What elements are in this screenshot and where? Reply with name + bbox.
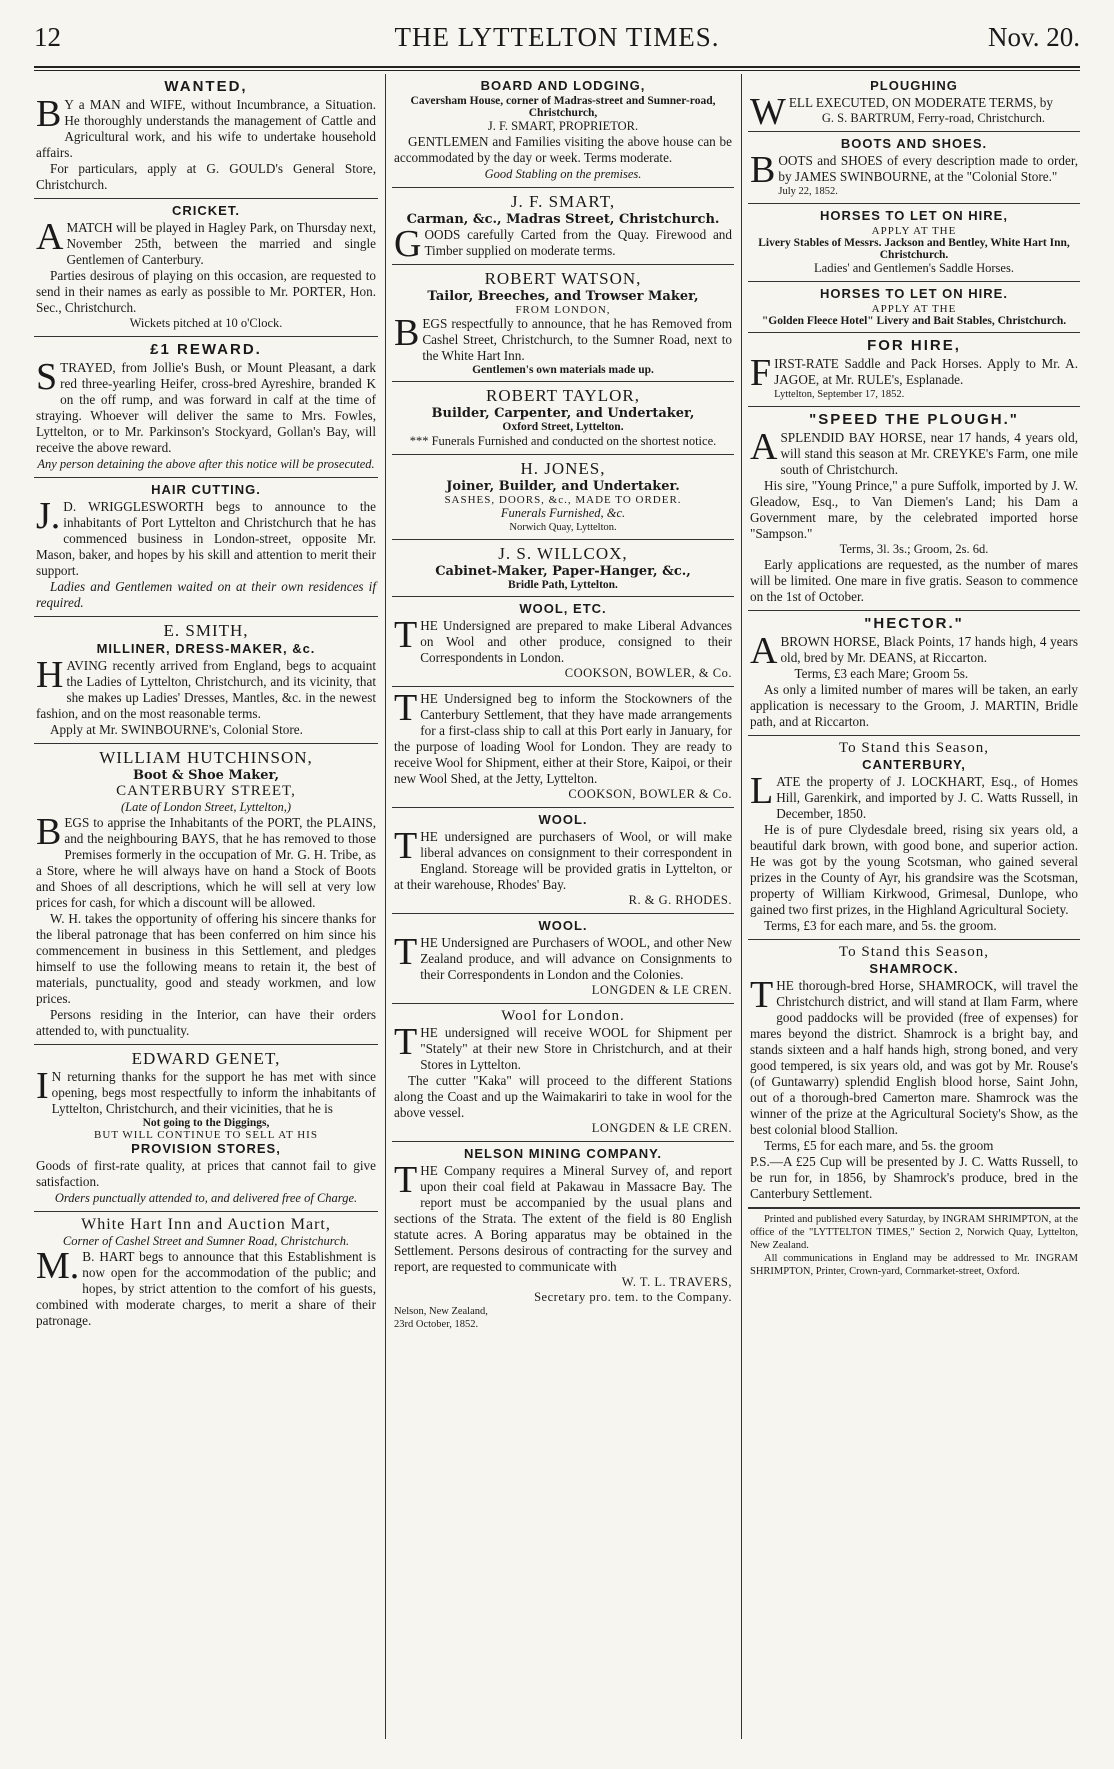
ad-heading: "HECTOR." xyxy=(864,615,964,632)
ad-body: As only a limited number of mares will be taken, an early application is necessary to the Groom, J. MARTIN, Bridle path, and at Riccarton. xyxy=(750,682,1078,729)
ad-body: "Golden Fleece Hotel" Livery and Bait Stables, Christchurch. xyxy=(761,315,1067,327)
ad-wool-cookson-ship xyxy=(392,687,734,808)
ad-heading: BOARD AND LODGING, xyxy=(480,78,646,93)
ad-body: THE undersigned will receive WOOL for Shipment per "Stately" at their new Store in Christchurch, and at their Stores in Lyttelton. xyxy=(394,1021,732,1072)
ad-terms: Terms, £5 for each mare, and 5s. the groom xyxy=(764,1138,994,1153)
ad-name: ROBERT WATSON, xyxy=(484,269,642,288)
ad-signature: LONGDEN & LE CREN. xyxy=(591,983,732,997)
ad-body: He is of pure Clydesdale breed, rising six years old, a beautiful dark brown, with good bone, and superior action. He was got by the young Scotsman, who gained several prizes in the County of Ayr, his grandsire was the Scotsman, property of William Kirkwood, Grimesal, Dunlope, who gained two first prizes, in the Highland Agricultural Society. xyxy=(750,822,1078,917)
ad-body: For particulars, apply at G. GOULD's General Store, Christchurch. xyxy=(36,161,376,192)
ad-note: Ladies and Gentlemen waited on at their own residences if required. xyxy=(36,579,376,610)
ad-address: Caversham House, corner of Madras-street and Sumner-road, Christchurch, xyxy=(410,95,716,119)
ad-heading: To Stand this Season, xyxy=(839,740,989,756)
ad-name: EDWARD GENET, xyxy=(131,1049,281,1068)
ad-trade: Cabinet-Maker, Paper-Hanger, &c., xyxy=(435,564,691,579)
ad-jones xyxy=(392,455,734,540)
ad-willcox xyxy=(392,540,734,597)
ad-shamrock xyxy=(748,940,1080,1208)
ad-body: THE thorough-bred Horse, SHAMROCK, will travel the Christchurch district, and will stand at Ilam Farm, where good paddocks will be provided (free of expenses) for mares beyond the district. Shamrock is a bright bay, and stands sixteen and a half hands high, strong boned, and very good tempered, is six years old, and was got by Mr. Rouse's (of Guntawarry) splendid English blood horse, Saint John, out of a thorough-bred Camerton mare. Shamrock was the winner of the prize at the Agricultural Society's Show, as the best colonial blood Stallion. xyxy=(750,974,1078,1137)
ad-trade: MILLINER, DRESS-MAKER, &c. xyxy=(96,641,316,656)
ad-note: Good Stabling on the premises. xyxy=(484,167,642,181)
ad-body: G. S. BARTRUM, Ferry-road, Christchurch. xyxy=(821,111,1046,125)
ad-heading: FOR HIRE, xyxy=(867,337,961,354)
ad-heading: WOOL. xyxy=(538,812,588,827)
ad-for-hire xyxy=(748,333,1080,407)
ad-line: Not going to the Diggings, xyxy=(142,1117,270,1129)
ad-heading: WOOL. xyxy=(538,918,588,933)
column-divider xyxy=(741,74,742,1739)
ad-body: GENTLEMEN and Families visiting the above house can be accommodated by the day or week. Terms moderate. xyxy=(394,134,732,165)
ad-name: J. S. WILLCOX, xyxy=(498,544,628,563)
ad-body: WELL EXECUTED, ON MODERATE TERMS, by xyxy=(750,91,1053,133)
ad-line: PROVISION STORES, xyxy=(131,1141,281,1156)
ad-body: STRAYED, from Jollie's Bush, or Mount Pleasant, a dark red three-yearling Heifer, cross-bred Ayreshire, branded K on the off rump, and was forward in calf at the time of straying. Whoever will deliver the same to Mrs. Fowles, Lyttelton, or to Mr. Parkinson's Stockyard, Gollan's Bay, will receive the above reward. xyxy=(36,356,376,455)
ad-sub: APPLY AT THE xyxy=(871,225,957,237)
ad-name: H. JONES, xyxy=(520,459,606,478)
ad-smith xyxy=(34,617,378,744)
ad-signature: R. & G. RHODES. xyxy=(628,893,732,907)
ad-signature: Secretary pro. tem. to the Company. xyxy=(534,1290,732,1304)
ad-canterbury-horse xyxy=(748,736,1080,940)
ad-sub: SHAMROCK. xyxy=(869,961,959,976)
ad-body: THE Undersigned are prepared to make Liberal Advances on Wool and other produce, consigned to their Correspondents in London. xyxy=(394,614,732,665)
ad-trade: Tailor, Breeches, and Trowser Maker, xyxy=(427,289,699,304)
ad-body: THE Undersigned are Purchasers of WOOL, and other New Zealand produce, and will advance on Consignments to their Correspondents in London and the Colonies. xyxy=(394,931,732,982)
ad-body: Apply at Mr. SWINBOURNE's, Colonial Store. xyxy=(50,722,303,737)
ad-note: (Late of London Street, Lyttelton,) xyxy=(121,800,291,814)
ad-body: The cutter "Kaka" will proceed to the different Stations along the Coast and up the Waimakariri to take in wool for the above vessel. xyxy=(394,1073,732,1120)
column-divider xyxy=(385,74,386,1739)
ad-heading: Wool for London. xyxy=(501,1008,625,1024)
ad-body: Parties desirous of playing on this occasion, are requested to send in their names as early as possible to Mr. PORTER, Hon. Sec., Christchurch. xyxy=(36,268,376,315)
ad-signature: LONGDEN & LE CREN. xyxy=(591,1121,732,1135)
ad-body: ASPLENDID BAY HORSE, near 17 hands, 4 years old, will stand this season at Mr. CREYKE's Farm, one mile south of Christchurch. xyxy=(750,426,1078,477)
column-2 xyxy=(392,74,734,1739)
ad-body: AMATCH will be played in Hagley Park, on Thursday next, November 25th, between the married and single Gentlemen of Canterbury. xyxy=(36,216,376,267)
page-number: 12 xyxy=(34,22,61,52)
imprint-text: Printed and published every Saturday, by INGRAM SHRIMPTON, at the office of the "LYTTELTON TIMES," Section 2, Norwich Quay, Lyttelton, New Zealand. xyxy=(750,1214,1078,1251)
ad-taylor xyxy=(392,382,734,455)
ad-white-hart xyxy=(34,1212,378,1334)
ad-proprietor: J. F. SMART, PROPRIETOR. xyxy=(487,119,639,133)
ad-sub: FROM LONDON, xyxy=(515,304,611,316)
ad-wool-rhodes xyxy=(392,808,734,914)
ad-body: Early applications are requested, as the number of mares will be limited. One mare in five gratis. Season to commence on the 1st of October. xyxy=(750,557,1078,604)
ad-address: Oxford Street, Lyttelton. xyxy=(502,421,624,433)
ad-terms: Terms, 3l. 3s.; Groom, 2s. 6d. xyxy=(839,542,989,556)
ad-genet xyxy=(34,1045,378,1212)
ad-horses-jackson xyxy=(748,204,1080,282)
masthead-rule xyxy=(34,66,1080,71)
ad-address: Corner of Cashel Street and Sumner Road, Christchurch. xyxy=(62,1234,350,1248)
ad-body: FIRST-RATE Saddle and Pack Horses. Apply to Mr. A. JAGOE, at Mr. RULE's, Esplanade. xyxy=(750,352,1078,394)
ad-trade: Carman, &c., Madras Street, Christchurch. xyxy=(406,212,720,227)
newspaper-title: THE LYTTELTON TIMES. xyxy=(394,22,720,52)
ad-sub: CANTERBURY, xyxy=(862,757,966,772)
ad-heading: WOOL, ETC. xyxy=(519,601,607,616)
ad-reward xyxy=(34,337,378,478)
ad-trade: Boot & Shoe Maker, xyxy=(133,768,279,783)
ad-heading: £1 REWARD. xyxy=(150,341,262,358)
ad-hector xyxy=(748,611,1080,736)
ad-signature: W. T. L. TRAVERS, xyxy=(621,1275,732,1289)
ad-date: 23rd October, 1852. xyxy=(394,1319,479,1330)
ad-heading: CRICKET. xyxy=(172,203,240,218)
ad-heading: WANTED, xyxy=(164,78,248,95)
column-1 xyxy=(34,74,378,1739)
column-3 xyxy=(748,74,1080,1739)
ad-nelson-mining xyxy=(392,1142,734,1336)
ad-name: WILLIAM HUTCHINSON, xyxy=(99,748,313,767)
ad-smart xyxy=(392,188,734,265)
ad-board-lodging xyxy=(392,74,734,188)
imprint-text: All communications in England may be addressed to Mr. INGRAM SHRIMPTON, Printer, Crown-yard, Cornmarket-street, Oxford. xyxy=(750,1253,1078,1277)
ad-body: LATE the property of J. LOCKHART, Esq., of Homes Hill, Garenkirk, and imported by J. C. Watts Russell, in December, 1850. xyxy=(750,770,1078,821)
ad-body: BOOTS and SHOES of every description made to order, by JAMES SWINBOURNE, at the "Colonial Store." xyxy=(750,149,1078,191)
ad-body: IN returning thanks for the support he has met with since opening, begs most respectfully to inform the inhabitants of Lyttelton, Christchurch, and their vicinities, that he is xyxy=(36,1065,376,1116)
ad-wanted xyxy=(34,74,378,199)
ad-address: Norwich Quay, Lyttelton. xyxy=(509,522,617,533)
ad-signature: COOKSON, BOWLER & Co. xyxy=(568,787,732,801)
ad-heading: HORSES TO LET ON HIRE, xyxy=(820,208,1008,223)
ad-body: M.B. HART begs to announce that this Establishment is now open for the accommodation of the public; and hopes, by strict attention to the comfort of his guests, combined with moderate charges, to merit a share of their patronage. xyxy=(36,1245,376,1328)
ad-watson xyxy=(392,265,734,382)
ad-note: Wickets pitched at 10 o'Clock. xyxy=(129,316,283,330)
ad-body: BEGS to apprise the Inhabitants of the PORT, the PLAINS, and the neighbouring BAYS, that he has removed to those Premises formerly in the occupation of Mr. G. H. Tribe, as a Store, where he will always have on hand a Stock of Boots and Shoes of all descriptions, which he will sell at very low prices for cash, for which a discount will be allowed. xyxy=(36,811,376,910)
ad-body: Goods of first-rate quality, at prices that cannot fail to give satisfaction. xyxy=(36,1158,376,1189)
ad-body: Ladies' and Gentlemen's Saddle Horses. xyxy=(814,261,1014,275)
ad-heading: "SPEED THE PLOUGH." xyxy=(809,411,1019,428)
ad-note: Any person detaining the above after this notice will be prosecuted. xyxy=(37,457,375,471)
ad-note: Gentlemen's own materials made up. xyxy=(472,364,654,376)
ad-wool-longden xyxy=(392,914,734,1004)
ad-signature: COOKSON, BOWLER, & Co. xyxy=(564,666,732,680)
ad-heading: HAIR CUTTING. xyxy=(151,482,261,497)
ad-address: Bridle Path, Lyttelton. xyxy=(508,579,618,591)
ad-horses-golden-fleece xyxy=(748,282,1080,333)
ad-heading: NELSON MINING COMPANY. xyxy=(464,1146,662,1161)
ad-body: BY a MAN and WIFE, without Incumbrance, a Situation. He thoroughly understands the management of Cattle and Agricultural work, and his wife to undertake household affairs. xyxy=(36,93,376,160)
ad-body: GOODS carefully Carted from the Quay. Firewood and Timber supplied on moderate terms. xyxy=(394,223,732,265)
ad-line: BUT WILL CONTINUE TO SELL AT HIS xyxy=(94,1129,318,1141)
ad-note: Orders punctually attended to, and delivered free of Charge. xyxy=(54,1191,358,1205)
ad-sub: SASHES, DOORS, &c., MADE TO ORDER. xyxy=(444,494,682,506)
ad-heading: HORSES TO LET ON HIRE. xyxy=(820,286,1008,301)
ad-body: J.D. WRIGGLESWORTH begs to announce to the inhabitants of Port Lyttelton and Christchurch that he has commenced business in London-street, opposite Mr. Mason, baker, and hopes by his skill and attention to merit their support. xyxy=(36,495,376,578)
ad-body: Livery Stables of Messrs. Jackson and Bentley, White Hart Inn, Christchurch. xyxy=(758,237,1070,261)
ad-note: Funerals Furnished, &c. xyxy=(500,506,626,520)
ad-heading: BOOTS AND SHOES. xyxy=(840,136,988,151)
ad-date: July 22, 1852. xyxy=(778,186,838,197)
ad-sub: APPLY AT THE xyxy=(871,303,957,315)
ad-name: E. SMITH, xyxy=(163,621,249,640)
ad-body: THE Undersigned beg to inform the Stockowners of the Canterbury Settlement, that they have made arrangements for a first-class ship to call at this Port early in January, for the purpose of loading Wool for London. They are ready to receive Wool for Shipment, either at their Store, Kaipoi, or their new Wool Shed, at the Jetty, Lyttelton. xyxy=(394,687,732,786)
ad-boots-shoes xyxy=(748,132,1080,204)
ad-postscript: P.S.—A £25 Cup will be presented by J. C. Watts Russell, to be run for, in 1856, by Shamrock's produce, bred in the Canterbury Settlement. xyxy=(750,1154,1078,1201)
ad-name: White Hart Inn and Auction Mart, xyxy=(81,1216,331,1233)
ad-name: J. F. SMART, xyxy=(510,192,616,211)
ad-wool-cookson xyxy=(392,597,734,687)
ad-terms: Terms, £3 for each mare, and 5s. the groom. xyxy=(764,918,997,933)
imprint xyxy=(748,1208,1080,1283)
ad-date: Lyttelton, September 17, 1852. xyxy=(774,389,905,400)
ad-trade: Joiner, Builder, and Undertaker. xyxy=(446,479,680,494)
ad-body: His sire, "Young Prince," a pure Suffolk, imported by J. W. Gleadow, Esq., to Van Diemen's Land; his Dam a Government mare, by the celebrated imported horse "Sampson." xyxy=(750,478,1078,541)
ad-hutchinson xyxy=(34,744,378,1045)
ad-wool-for-london xyxy=(392,1004,734,1142)
ad-body: ABROWN HORSE, Black Points, 17 hands high, 4 years old, bred by Mr. DEANS, at Riccarton. xyxy=(750,630,1078,672)
ad-body: HAVING recently arrived from England, begs to acquaint the Ladies of Lyttelton, Christchurch, and its vicinity, that she makes up Ladies' Dresses, Mantles, &c. in the newest fashion, and on the most reasonable terms. xyxy=(36,654,376,721)
masthead xyxy=(34,22,1080,66)
ad-body: THE undersigned are purchasers of Wool, or will make liberal advances on consignment to their correspondent in England. Storeage will be provided gratis in Lyttelton, or at their warehouse, Rhodes' Bay. xyxy=(394,825,732,892)
ad-cricket xyxy=(34,199,378,337)
ad-body: BEGS respectfully to announce, that he has Removed from Cashel Street, Christchurch, to the Sumner Road, next to the White Hart Inn. xyxy=(394,312,732,363)
ad-heading: PLOUGHING xyxy=(870,78,958,93)
ad-hair-cutting xyxy=(34,478,378,617)
ad-body: *** Funerals Furnished and conducted on the shortest notice. xyxy=(409,434,717,448)
ad-body: THE Company requires a Mineral Survey of, and report upon their coal field at Pakawau in Massacre Bay. The report must be accompanied by the usual plans and sections of the Strata. The extent of the field is 80 English statute acres. A Boring apparatus may be obtained in the Settlement. Persons desirous of contracting for the survey and report, are requested to communicate with xyxy=(394,1159,732,1274)
ad-ploughing xyxy=(748,74,1080,132)
ad-body: Persons residing in the Interior, can have their orders attended to, with punctuality. xyxy=(36,1007,376,1038)
ad-name: ROBERT TAYLOR, xyxy=(486,386,640,405)
ad-street: CANTERBURY STREET, xyxy=(116,783,296,799)
ad-heading: To Stand this Season, xyxy=(839,944,989,960)
ad-place: Nelson, New Zealand, xyxy=(394,1306,488,1317)
ad-trade: Builder, Carpenter, and Undertaker, xyxy=(431,406,695,421)
ad-body: W. H. takes the opportunity of offering his sincere thanks for the liberal patronage that has been conferred on him since his commencement in business in this Settlement, and pledges himself to use the following means to retain it, the best of materials, punctuality, good and steady workmen, and low prices. xyxy=(36,911,376,1006)
ad-speed-the-plough xyxy=(748,407,1080,611)
ad-terms: Terms, £3 each Mare; Groom 5s. xyxy=(794,666,969,681)
issue-date: Nov. 20. xyxy=(988,22,1080,52)
